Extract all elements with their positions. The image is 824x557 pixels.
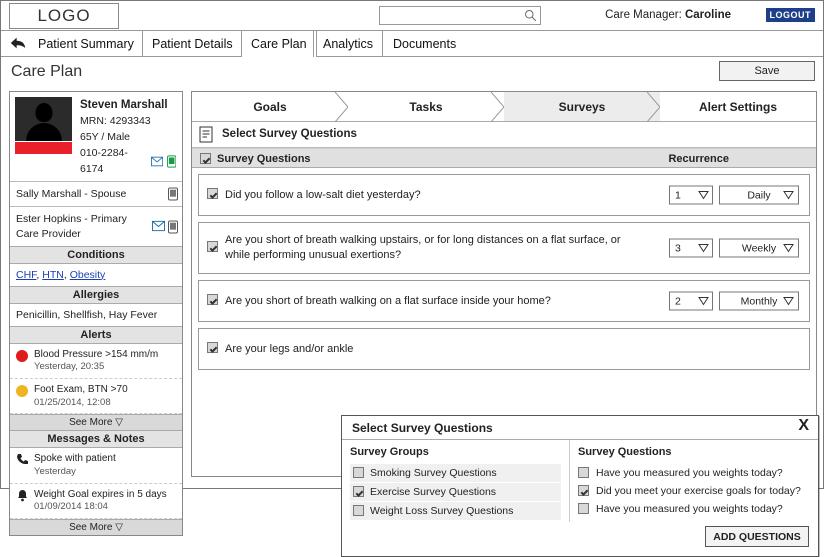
chevron-down-icon[interactable] <box>697 189 710 202</box>
question-option-label: Have you measured you weights today? <box>596 503 783 515</box>
step-alert-settings[interactable] <box>660 92 816 121</box>
dialog-title: Select Survey Questions <box>352 421 493 435</box>
dialog-footer <box>342 522 818 556</box>
chevron-down-icon[interactable] <box>697 242 710 255</box>
alerts-header: Alerts <box>10 326 182 344</box>
step-surveys[interactable] <box>504 92 660 121</box>
contact-row[interactable] <box>10 181 182 206</box>
patient-header <box>10 92 182 181</box>
alert-severity-icon <box>16 385 28 397</box>
add-questions-button[interactable]: ADD QUESTIONS <box>705 526 809 547</box>
alerts-see-more-button[interactable]: See More ▽ <box>10 414 182 430</box>
survey-groups-title: Survey Groups <box>350 446 429 458</box>
bell-icon <box>16 489 29 502</box>
search-box[interactable] <box>379 6 541 25</box>
alert-text: Foot Exam, BTN >70 <box>34 384 128 396</box>
status-bar <box>15 141 72 154</box>
question-option-weights-1[interactable] <box>578 464 810 482</box>
recurrence-count-value: 1 <box>675 189 681 201</box>
col-recurrence: Recurrence <box>668 153 729 165</box>
page-title: Care Plan <box>11 63 83 80</box>
survey-questions-title: Survey Questions <box>578 446 672 458</box>
care-manager-name: Caroline <box>684 9 731 21</box>
nav-item-analytics[interactable]: Analytics <box>313 31 383 57</box>
step-label: Surveys <box>558 99 606 114</box>
nav-item-patient-summary[interactable]: Patient Summary <box>38 37 134 51</box>
patient-phone: 010-2284-6174 <box>80 146 128 175</box>
recurrence-frequency-value: Monthly <box>740 295 778 307</box>
mail-icon[interactable] <box>152 220 165 231</box>
search-input[interactable] <box>380 7 518 24</box>
condition-chf[interactable]: CHF <box>16 268 37 281</box>
question-text: Are you short of breath walking upstairs, or for long distances on a flat surface, or while performing unusual exertions? <box>225 234 621 261</box>
alert-item[interactable] <box>10 379 182 414</box>
recurrence-frequency-select[interactable] <box>719 186 799 205</box>
contact-name: Ester Hopkins - Primary <box>16 213 127 226</box>
survey-document-icon <box>199 126 215 144</box>
chevron-divider-icon <box>647 92 661 122</box>
patient-sidebar <box>9 91 183 536</box>
phone-icon <box>16 453 29 466</box>
search-icon[interactable] <box>524 9 537 22</box>
recurrence-controls <box>669 292 799 311</box>
section-title: Select Survey Questions <box>222 128 357 140</box>
message-time: Yesterday <box>34 465 76 477</box>
alert-text: Blood Pressure >154 mm/m <box>34 348 159 360</box>
recurrence-frequency-value: Weekly <box>741 242 777 254</box>
contact-row[interactable] <box>10 206 182 245</box>
chevron-down-icon[interactable] <box>782 295 795 308</box>
question-option-exercise-goals[interactable] <box>578 482 810 500</box>
group-option-label: Weight Loss Survey Questions <box>370 505 514 517</box>
page-title-row <box>1 57 823 91</box>
group-option-label: Exercise Survey Questions <box>370 486 497 498</box>
step-label: Tasks <box>409 99 443 114</box>
chevron-divider-icon <box>335 92 349 122</box>
step-goals[interactable] <box>192 92 348 121</box>
patient-demographics: 65Y / Male <box>80 131 131 143</box>
step-tasks[interactable] <box>348 92 504 121</box>
messages-see-more-button[interactable]: See More ▽ <box>10 519 182 535</box>
chevron-down-icon[interactable] <box>782 189 795 202</box>
table-row[interactable] <box>198 222 810 274</box>
condition-obesity[interactable]: Obesity <box>69 268 106 281</box>
survey-groups-column <box>342 440 570 522</box>
select-all-checkbox[interactable] <box>200 153 211 167</box>
mobile-icon[interactable] <box>168 188 178 201</box>
mobile-icon[interactable] <box>168 220 178 233</box>
recurrence-frequency-select[interactable] <box>719 292 799 311</box>
recurrence-frequency-value: Daily <box>747 189 771 201</box>
logout-button[interactable]: LOGOUT <box>766 8 816 22</box>
top-bar <box>1 1 823 31</box>
question-text: Are you short of breath walking on a flat surface inside your home? <box>225 294 551 307</box>
condition-htn[interactable]: HTN <box>42 268 64 281</box>
question-option-label: Did you meet your exercise goals for today? <box>596 485 801 497</box>
nav-item-documents[interactable]: Documents <box>393 37 457 51</box>
patient-name: Steven Marshall <box>80 99 168 111</box>
alert-time: 01/25/2014, 12:08 <box>34 396 111 408</box>
conditions-list: CHF, HTN, Obesity <box>16 268 106 281</box>
messages-header: Messages & Notes <box>10 430 182 448</box>
recurrence-controls <box>669 239 799 258</box>
avatar <box>15 97 72 177</box>
recurrence-count-select[interactable] <box>669 239 713 258</box>
message-time: 01/09/2014 18:04 <box>34 501 108 513</box>
back-arrow-icon[interactable] <box>9 35 27 51</box>
table-row[interactable] <box>198 174 810 216</box>
mail-icon[interactable] <box>151 156 163 167</box>
alert-item[interactable] <box>10 344 182 379</box>
nav-item-patient-details[interactable]: Patient Details <box>142 31 243 57</box>
select-survey-questions-dialog <box>341 415 819 557</box>
conditions-header: Conditions <box>10 246 182 264</box>
table-row[interactable] <box>198 328 810 370</box>
row-checkbox[interactable] <box>207 342 218 356</box>
close-icon[interactable]: X <box>798 417 809 434</box>
save-button[interactable]: Save <box>719 61 815 81</box>
row-checkbox[interactable] <box>207 241 218 255</box>
question-text: Are your legs and/or ankle <box>225 342 354 355</box>
care-manager-label: Care Manager: <box>605 9 682 21</box>
recurrence-count-value: 2 <box>675 295 681 307</box>
nav-item-care-plan[interactable]: Care Plan <box>241 31 317 57</box>
chevron-divider-icon <box>491 92 505 122</box>
message-item[interactable] <box>10 484 182 519</box>
message-text: Spoke with patient <box>34 453 116 465</box>
section-header <box>192 122 816 148</box>
chevron-down-icon[interactable] <box>782 242 795 255</box>
alert-time: Yesterday, 20:35 <box>34 361 105 373</box>
col-survey-questions: Survey Questions <box>217 153 311 165</box>
table-row[interactable] <box>198 280 810 322</box>
row-checkbox[interactable] <box>207 294 218 308</box>
message-text: Weight Goal expires in 5 days <box>34 488 167 500</box>
question-option-weights-2[interactable] <box>578 500 810 518</box>
step-label: Goals <box>253 99 287 114</box>
question-text: Did you follow a low-salt diet yesterday? <box>225 188 421 201</box>
mobile-icon[interactable] <box>167 155 176 168</box>
allergies-list: Penicillin, Shellfish, Hay Fever <box>16 308 158 321</box>
recurrence-count-select[interactable] <box>669 186 713 205</box>
recurrence-frequency-select[interactable] <box>719 239 799 258</box>
step-label: Alert Settings <box>698 99 777 114</box>
dialog-body <box>342 440 818 522</box>
group-option-label: Smoking Survey Questions <box>370 467 497 479</box>
chevron-down-icon[interactable] <box>697 295 710 308</box>
care-manager <box>605 9 731 21</box>
alert-severity-icon <box>16 350 28 362</box>
group-option-smoking[interactable] <box>350 464 561 482</box>
group-option-exercise[interactable] <box>350 483 561 501</box>
logo: LOGO <box>9 3 119 29</box>
nav-bar <box>1 31 823 57</box>
recurrence-controls <box>669 186 799 205</box>
patient-mrn: MRN: 4293343 <box>80 115 151 128</box>
step-bar <box>192 92 816 122</box>
dialog-header <box>342 416 818 440</box>
message-item[interactable] <box>10 448 182 483</box>
question-option-label: Have you measured you weights today? <box>596 467 783 479</box>
row-checkbox[interactable] <box>207 188 218 202</box>
allergies-header: Allergies <box>10 286 182 304</box>
group-option-weight-loss[interactable] <box>350 502 561 520</box>
contact-name: Sally Marshall - Spouse <box>16 188 127 201</box>
table-header <box>192 148 816 168</box>
recurrence-count-select[interactable] <box>669 292 713 311</box>
recurrence-count-value: 3 <box>675 242 681 254</box>
survey-questions-column <box>570 440 818 522</box>
contact-role: Care Provider <box>16 227 81 240</box>
